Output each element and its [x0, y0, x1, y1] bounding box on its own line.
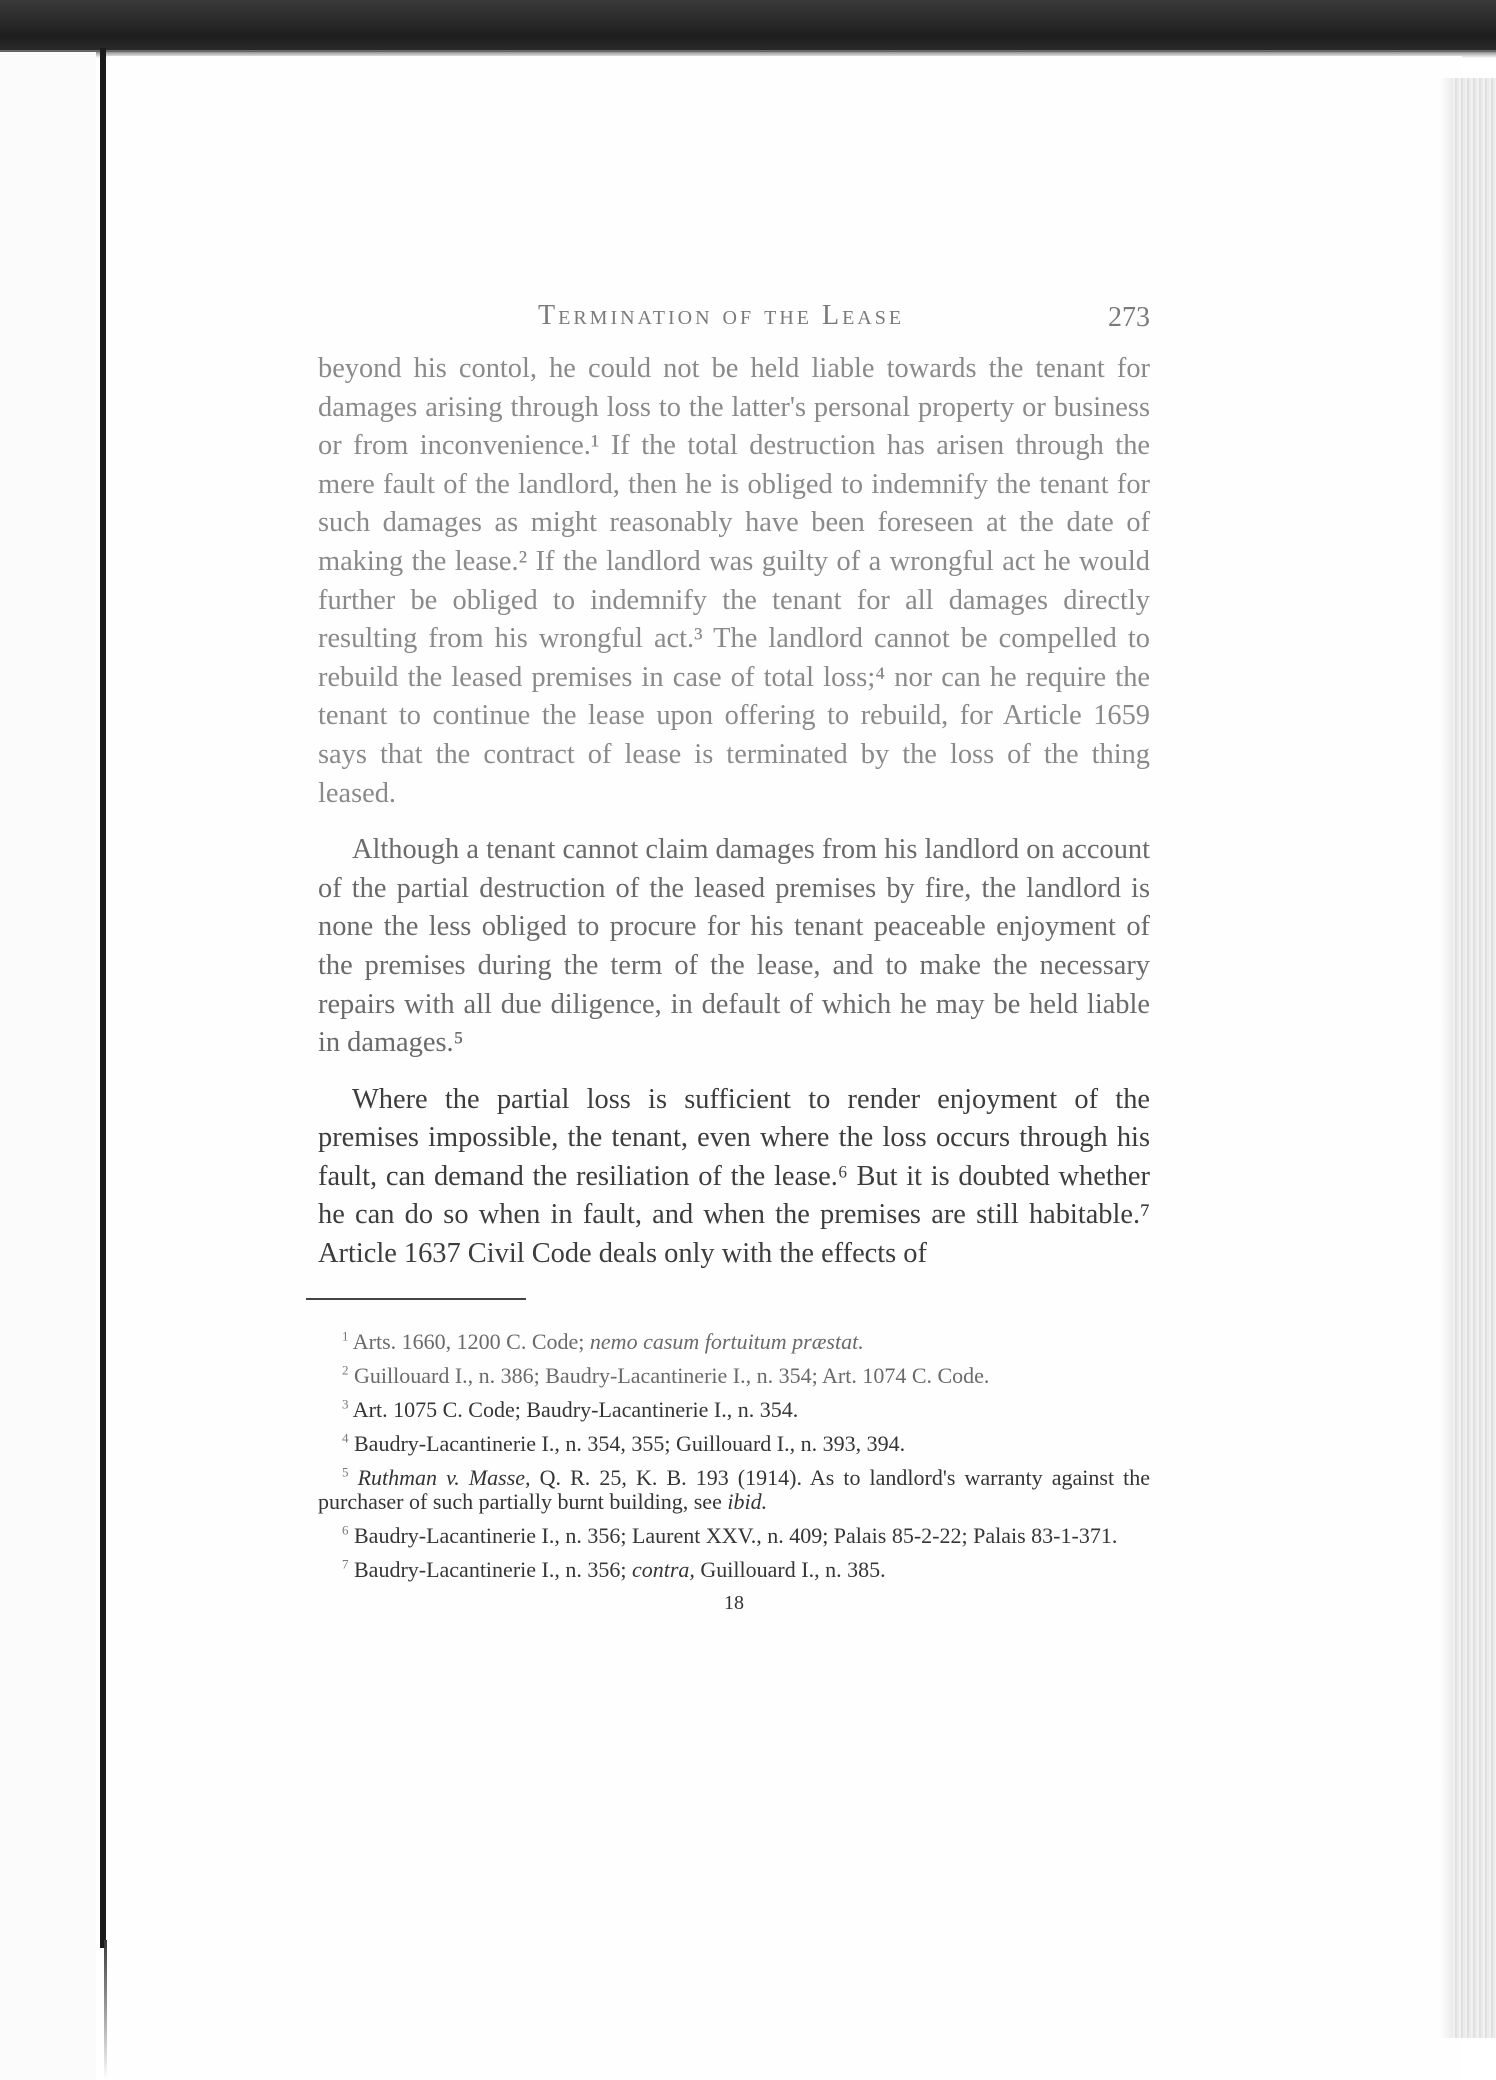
footnote-1: [318, 1330, 1150, 1354]
footnote-3: [318, 1398, 1150, 1422]
footnote-5-italic: Ruthman v. Masse,: [357, 1464, 531, 1490]
page-number: 273: [1108, 302, 1150, 333]
footnote-5-italic-ibid: ibid.: [727, 1488, 768, 1514]
footnote-6-text: Baudry-Lacantinerie I., n. 356; Laurent XXV., n. 409; Palais 85-2-22; Palais 83-1-371.: [354, 1522, 1118, 1548]
footnote-6: [318, 1524, 1150, 1548]
footnotes: [318, 1330, 1150, 1582]
paragraph-3: Where the partial loss is sufficient to render enjoyment of the premises impossible, the tenant, even where the loss occurs through his fault, can demand the resiliation of the lease.⁶ But it is doubted whether he can do so when in fault, and when the premises are still habitable.⁷ Article 1637 Civil Code deals only with the effects of: [318, 1083, 1150, 1270]
scanner-top-strip: [0, 0, 1496, 52]
footnote-2: [318, 1364, 1150, 1388]
footnote-7-italic: contra,: [631, 1556, 695, 1582]
paragraph-1: beyond his contol, he could not be held liable towards the tenant for damages arising through loss to the latter's personal property or business or from inconvenience.¹ If the total destruction has arisen through the mere fault of the landlord, then he is obliged to indemnify the tenant for such damages as might reasonably have been foreseen at the date of making the lease.² If the landlord was guilty of a wrongful act he would further be obliged to indemnify the tenant for all damages directly resulting from his wrongful act.³ The landlord cannot be compelled to rebuild the leased premises in case of total loss;⁴ nor can he require the tenant to continue the lease upon offering to rebuild, for Article 1659 says that the contract of lease is terminated by the loss of the thing leased.: [318, 353, 1150, 809]
book-gutter-edge: [100, 48, 106, 1948]
body-text: [318, 350, 1150, 1274]
footnote-7-text-before: Baudry-Lacantinerie I., n. 356;: [354, 1556, 627, 1582]
footnote-2-text: Guillouard I., n. 386; Baudry-Lacantinerie I., n. 354; Art. 1074 C. Code.: [354, 1362, 990, 1388]
footnote-4: [318, 1432, 1150, 1456]
footnote-7-text-after: Guillouard I., n. 385.: [700, 1556, 886, 1582]
footnote-5-number: 5: [342, 1464, 349, 1480]
footnote-6-number: 6: [342, 1522, 349, 1538]
running-head: [318, 300, 1150, 346]
facing-page-margin: [0, 52, 96, 2080]
footnote-1-text: Arts. 1660, 1200 C. Code;: [352, 1328, 585, 1354]
footnote-rule: [306, 1298, 526, 1300]
paragraph-2: Although a tenant cannot claim damages from his landlord on account of the partial destruction of the leased premises by fire, the landlord is none the less obliged to procure for his tenant peaceable enjoyment of the premises during the term of the lease, and to make the necessary repairs with all due diligence, in default of which he may be held liable in damages.⁵: [318, 834, 1150, 1059]
footnote-7-number: 7: [342, 1556, 349, 1572]
footnote-4-text: Baudry-Lacantinerie I., n. 354, 355; Guillouard I., n. 393, 394.: [354, 1430, 906, 1456]
footnote-3-text: Art. 1075 C. Code; Baudry-Lacantinerie I., n. 354.: [352, 1396, 799, 1422]
footnote-2-number: 2: [342, 1362, 349, 1378]
footnote-7: [318, 1558, 1150, 1582]
footnote-1-italic: nemo casum fortuitum præstat.: [589, 1328, 864, 1354]
footnote-1-number: 1: [342, 1328, 349, 1344]
stacked-page-edges: [1452, 78, 1496, 2038]
running-head-title: Termination of the Lease: [538, 300, 905, 331]
footnote-3-number: 3: [342, 1396, 349, 1412]
footnote-5: [318, 1466, 1150, 1514]
page-content: [318, 300, 1150, 1615]
footnote-4-number: 4: [342, 1430, 349, 1446]
footnote-5-text: Q. R. 25, K. B. 193 (1914). As to landlord's warranty against the purchaser of such partially burnt building, see: [318, 1464, 1151, 1514]
signature-mark: 18: [724, 1591, 744, 1614]
